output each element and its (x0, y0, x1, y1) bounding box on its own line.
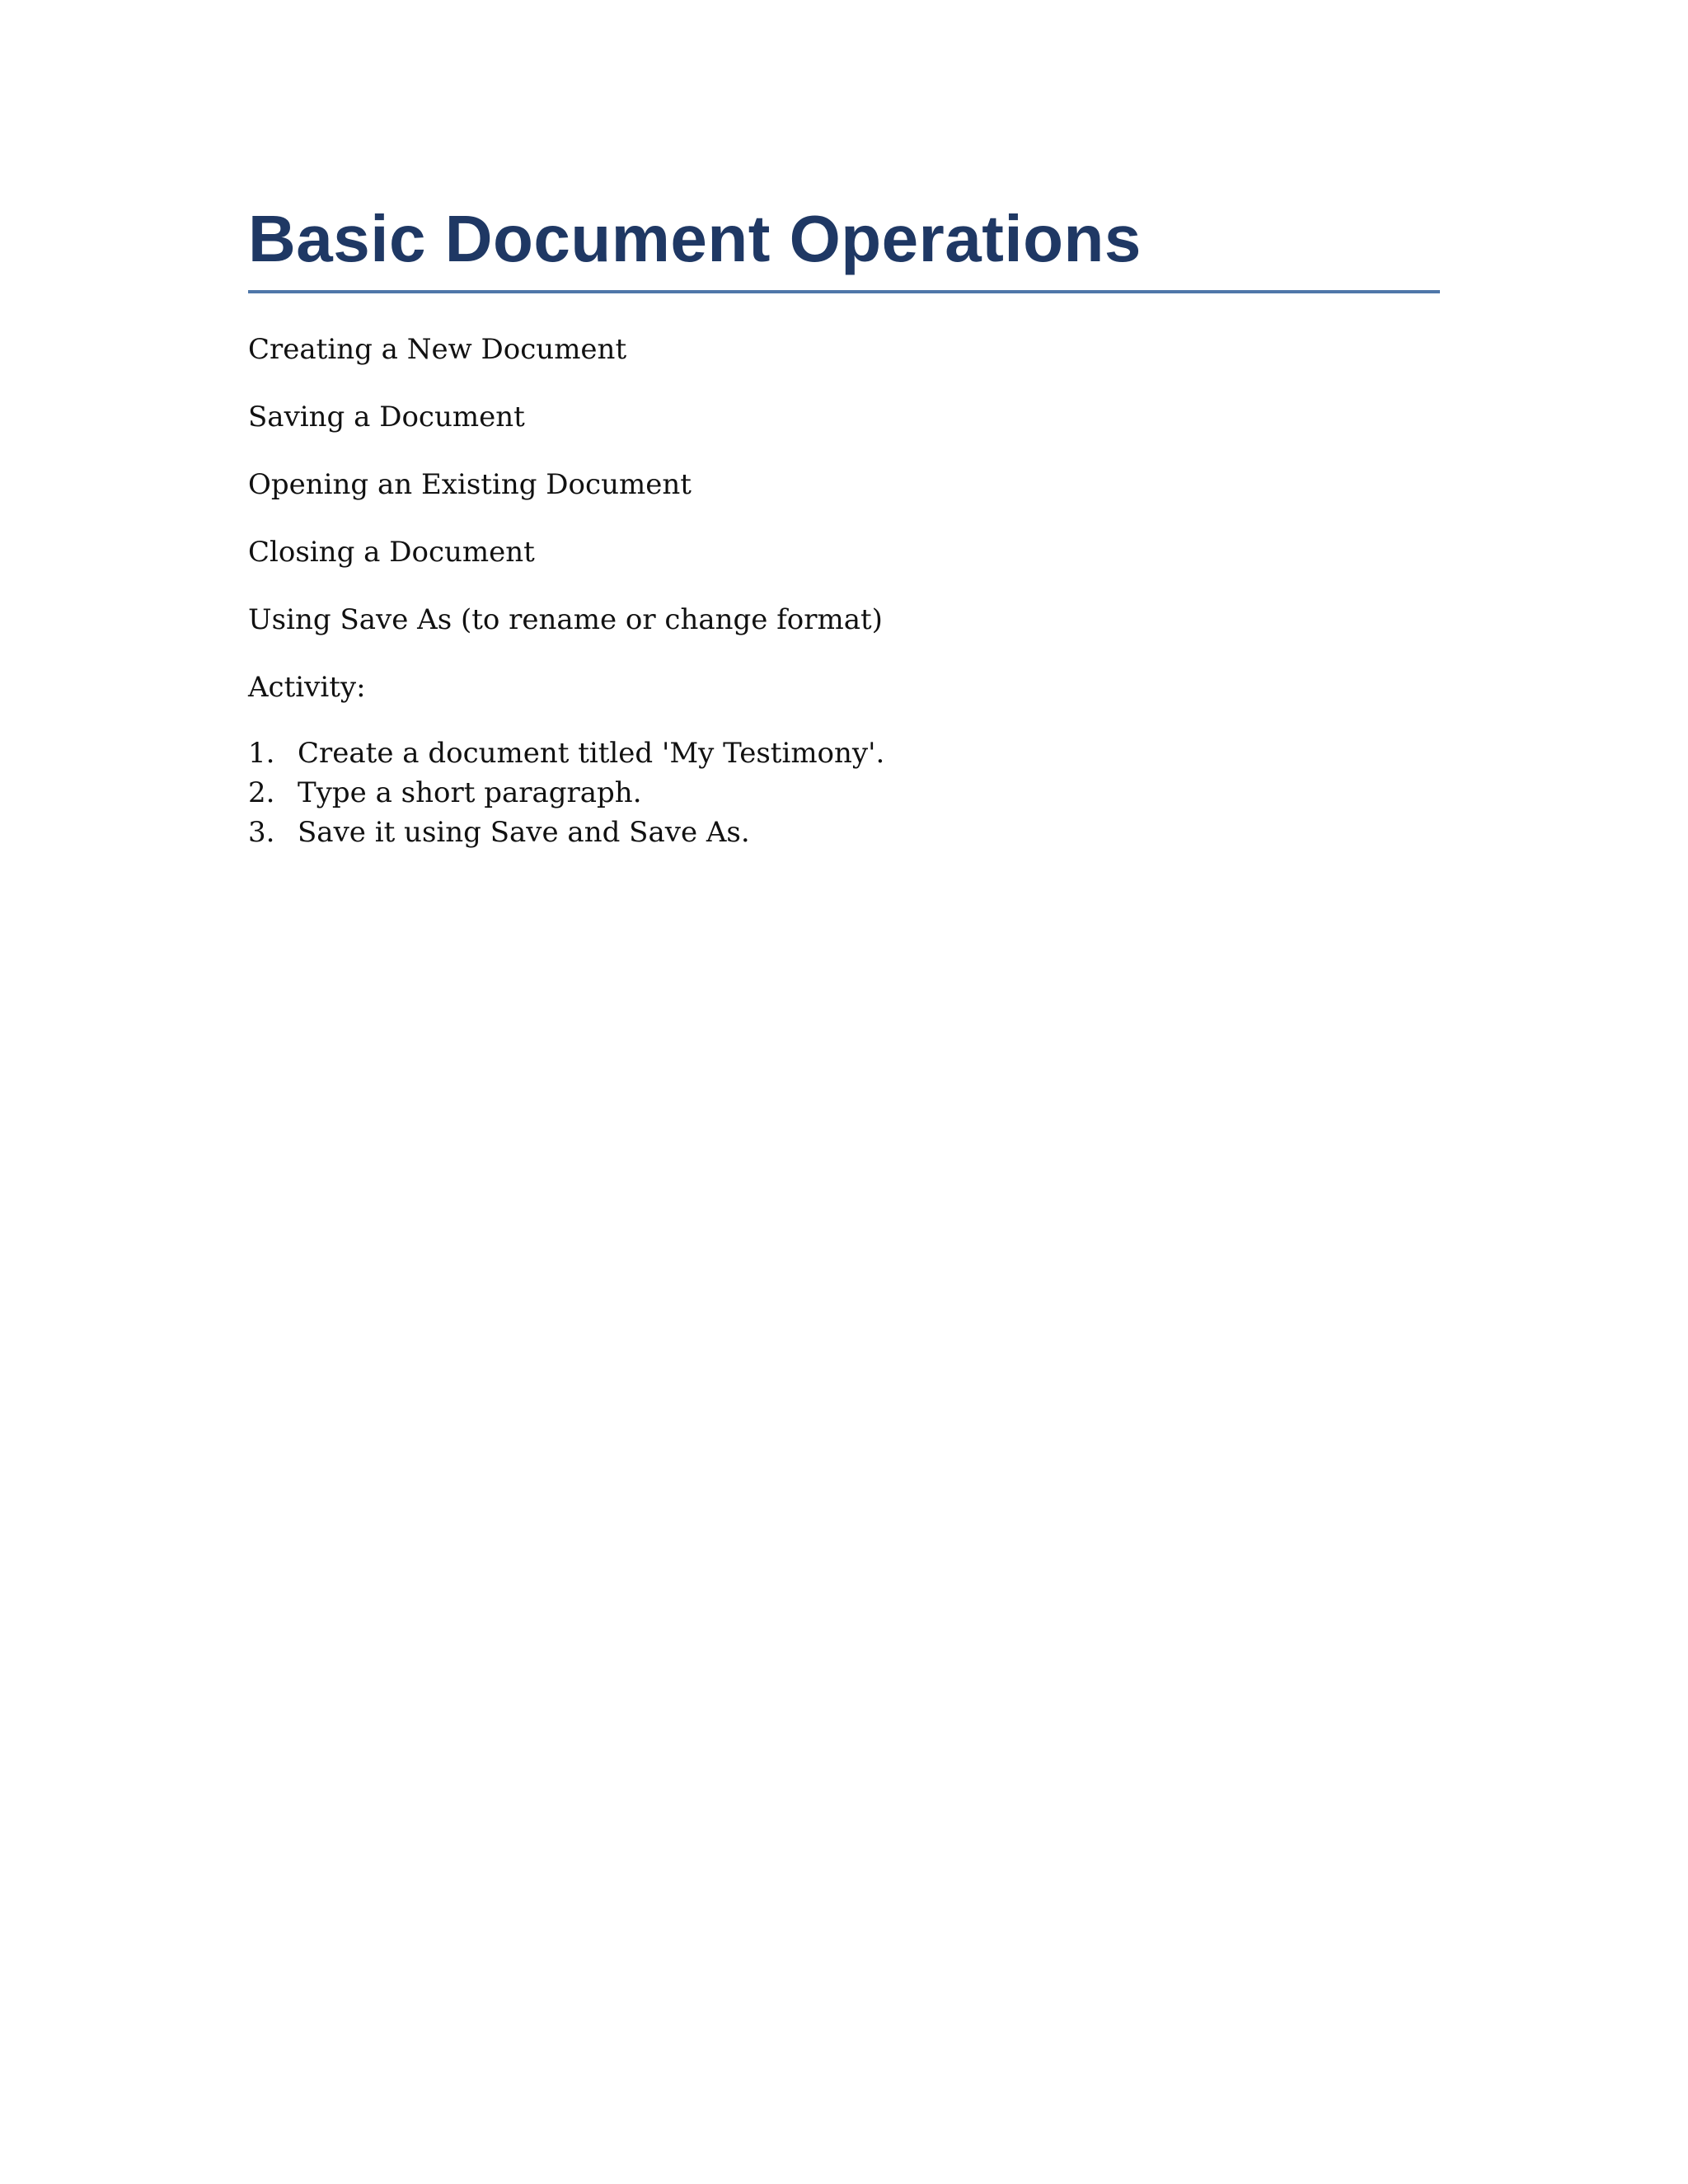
list-item-text: Type a short paragraph. (298, 776, 642, 809)
paragraph-activity-heading: Activity: (248, 671, 366, 704)
list-item-text: Create a document titled 'My Testimony'. (298, 737, 885, 770)
paragraph-creating-new-document: Creating a New Document (248, 333, 627, 366)
paragraph-opening-existing-document: Opening an Existing Document (248, 468, 692, 501)
list-item-text: Save it using Save and Save As. (298, 816, 750, 849)
list-item-number: 2. (248, 776, 275, 809)
paragraph-saving-document: Saving a Document (248, 401, 525, 434)
list-item (248, 733, 1440, 773)
list-item (248, 813, 1440, 852)
paragraph-using-save-as: Using Save As (to rename or change format) (248, 603, 883, 636)
list-item-number: 1. (248, 737, 275, 770)
document-body[interactable] (248, 198, 1440, 852)
paragraph-closing-document: Closing a Document (248, 536, 535, 569)
document-title: Basic Document Operations (248, 198, 1440, 293)
activity-list (248, 733, 1440, 852)
list-item-number: 3. (248, 816, 275, 849)
list-item (248, 773, 1440, 813)
